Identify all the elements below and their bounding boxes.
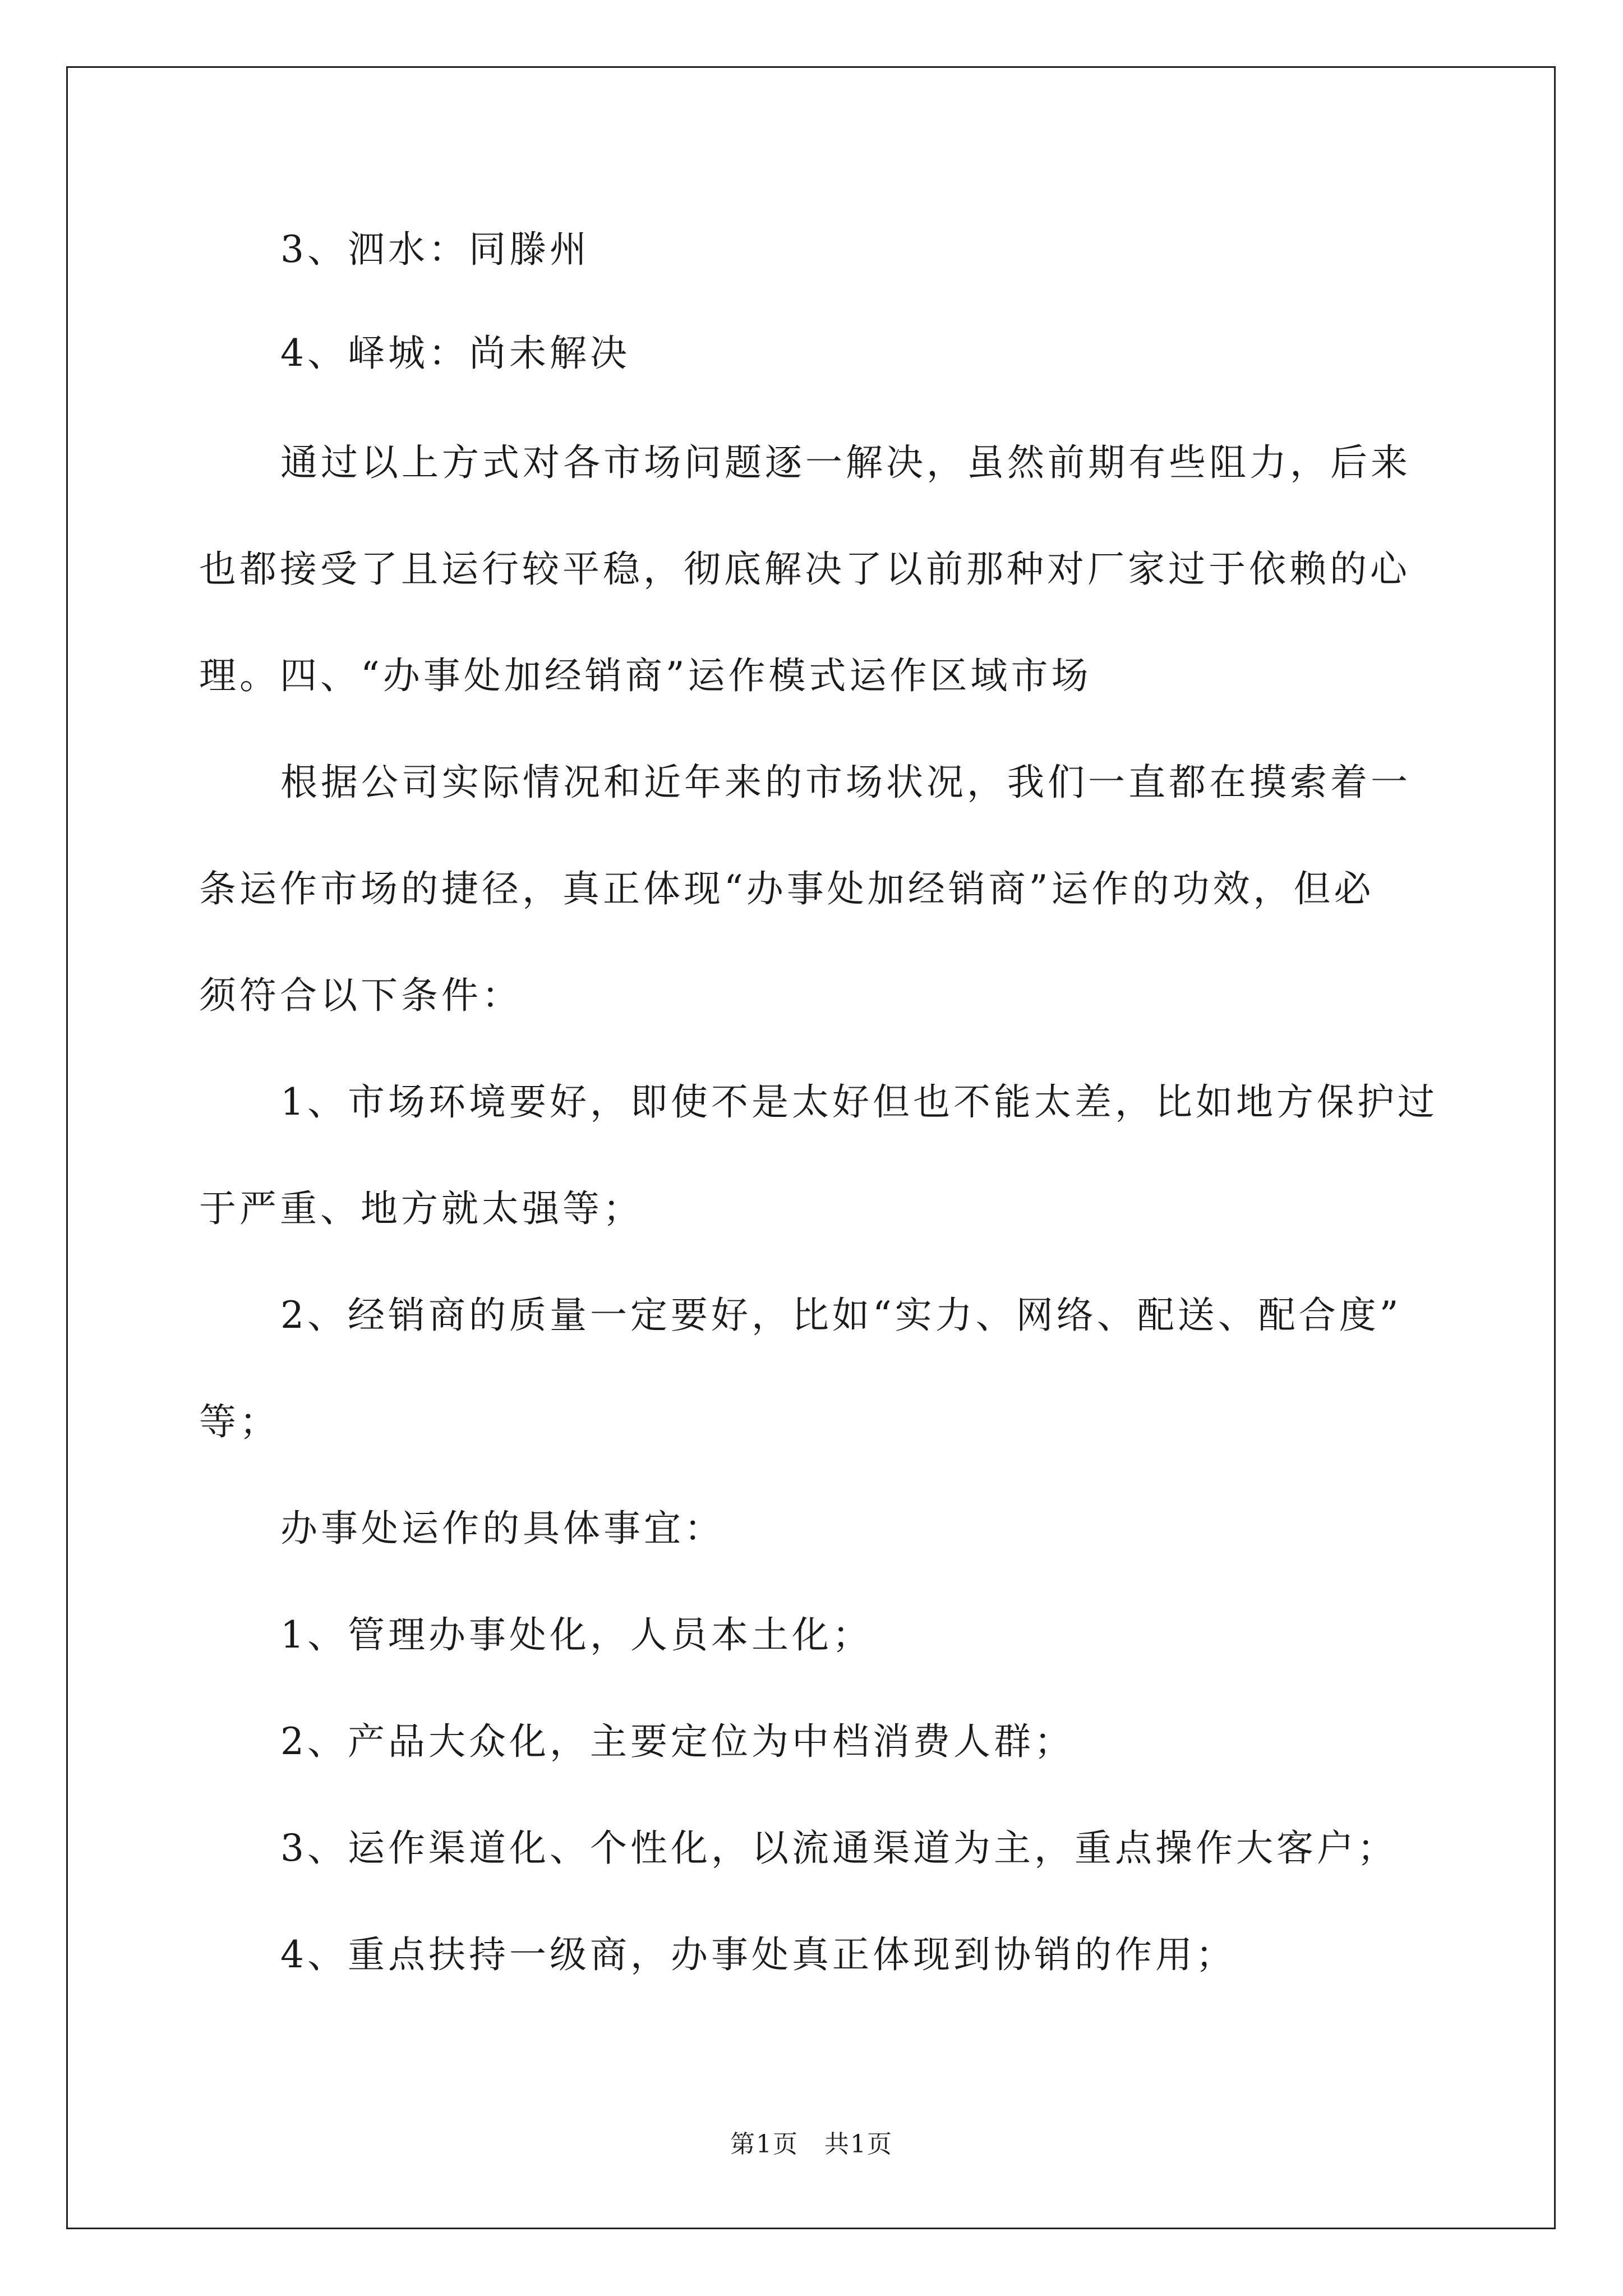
paragraph-line: 条运作市场的捷径，真正体现“办事处加经销商”运作的功效，但必 bbox=[199, 867, 1375, 910]
paragraph-line: 4、重点扶持一级商，办事处真正体现到协销的作用； bbox=[280, 1933, 1236, 1976]
paragraph-line: 根据公司实际情况和近年来的市场状况，我们一直都在摸索着一 bbox=[280, 761, 1411, 804]
paragraph-line: 2、经销商的质量一定要好，比如“实力、网络、配送、配合度” bbox=[280, 1294, 1402, 1337]
paragraph-line: 等； bbox=[199, 1400, 280, 1443]
page-number-footer: 第1页 共1页 bbox=[730, 2130, 893, 2159]
paragraph-line: 1、管理办事处化，人员本土化； bbox=[280, 1613, 873, 1657]
paragraph-line: 于严重、地方就太强等； bbox=[199, 1187, 643, 1230]
paragraph-line: 也都接受了且运行较平稳，彻底解决了以前那种对厂家过于依赖的心 bbox=[199, 547, 1410, 591]
paragraph-line: 3、运作渠道化、个性化，以流通渠道为主，重点操作大客户； bbox=[280, 1826, 1398, 1870]
paragraph-line: 1、市场环境要好，即使不是太好但也不能太差，比如地方保护过 bbox=[280, 1080, 1438, 1124]
page-border bbox=[66, 66, 1556, 2229]
paragraph-line: 3、泗水：同滕州 bbox=[280, 228, 590, 271]
paragraph-line: 通过以上方式对各市场问题逐一解决，虽然前期有些阻力，后来 bbox=[280, 441, 1411, 484]
paragraph-line: 须符合以下条件： bbox=[199, 974, 522, 1017]
paragraph-line: 2、产品大众化，主要定位为中档消费人群； bbox=[280, 1720, 1075, 1763]
paragraph-line: 4、峄城：尚未解决 bbox=[280, 332, 630, 375]
paragraph-line: 理。四、“办事处加经销商”运作模式运作区域市场 bbox=[199, 654, 1092, 697]
paragraph-line: 办事处运作的具体事宜： bbox=[280, 1507, 725, 1550]
